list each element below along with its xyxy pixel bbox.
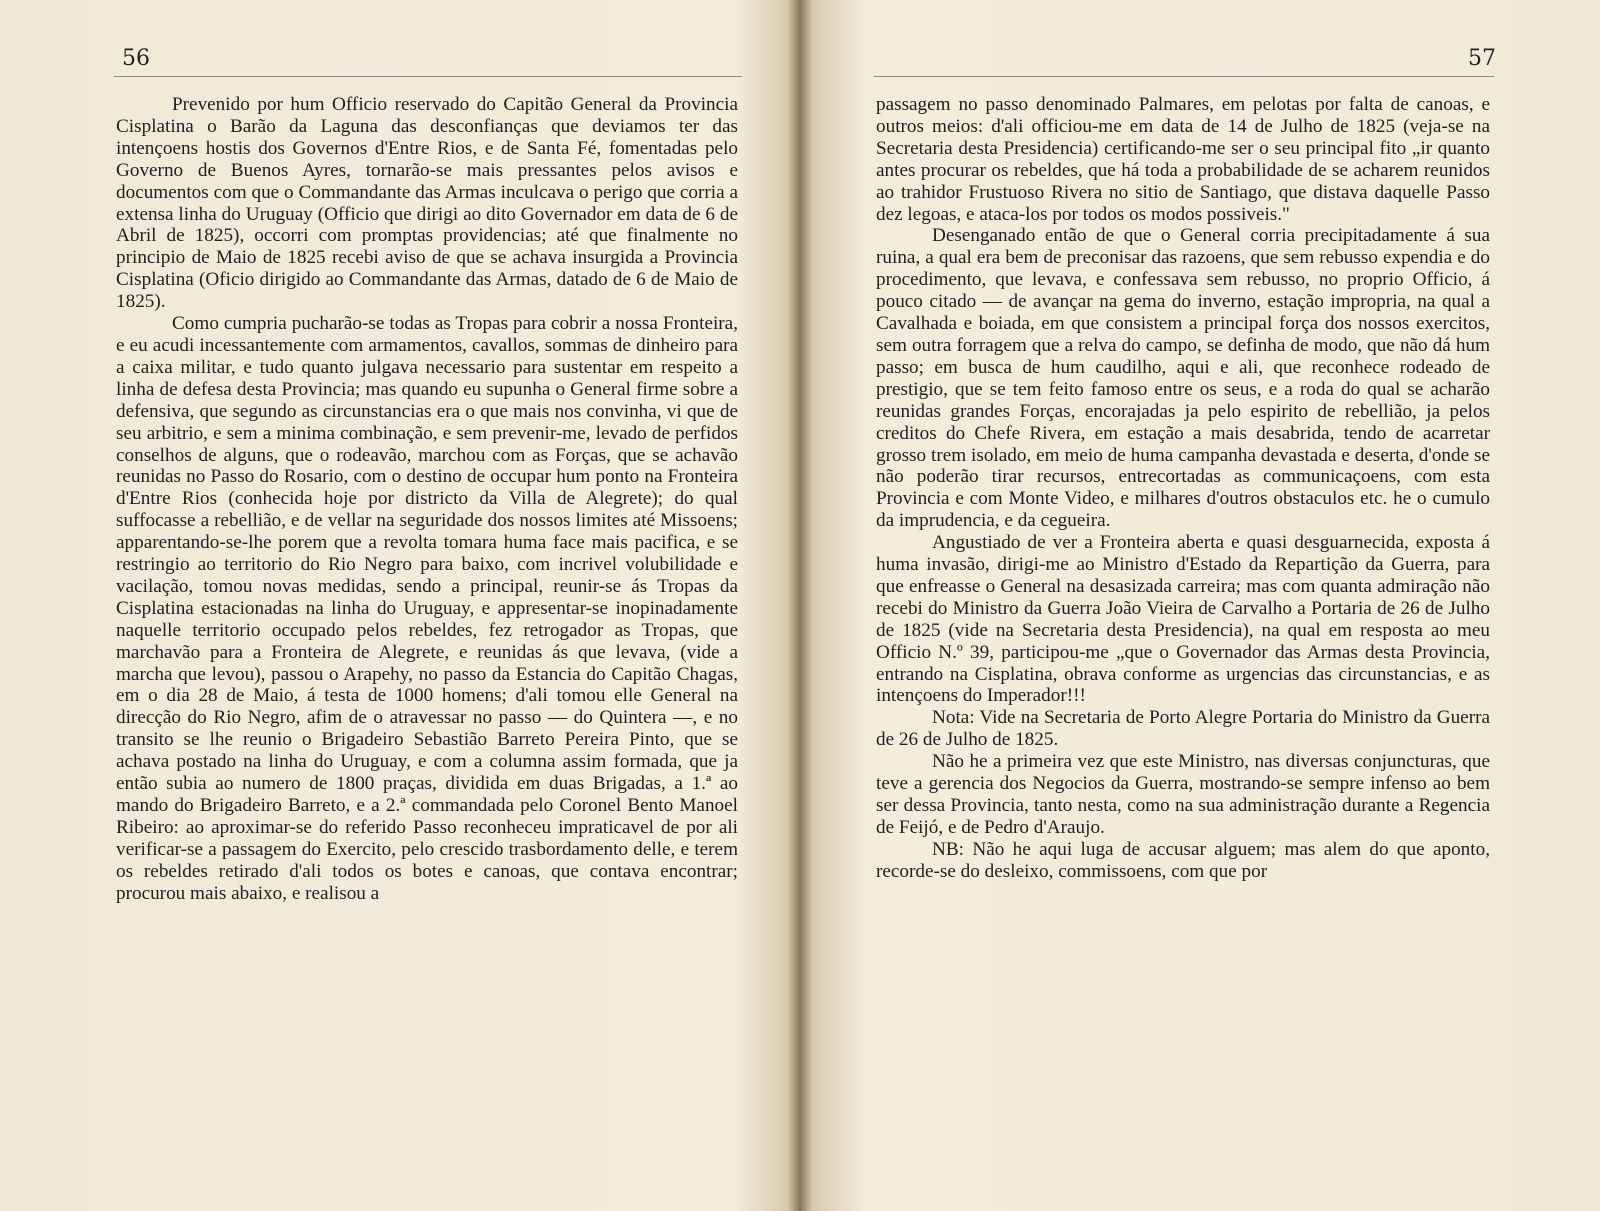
paragraph: Prevenido por hum Officio reservado do Capitão General da Provincia Cisplatina o Barão da Laguna das desconfianças que deviamos ter das intençoens hostis dos Governos d'Entre Rios, e de Santa Fé, fomentadas pelo Governo de Buenos Ayres, tornarão-se mais pressantes pelos avisos e documentos com que o Commandante das Armas inculcava o perigo que corria a extensa linha do Uruguay (Officio que dirigi ao dito Governador em data de 6 de Abril de 1825), occorri com promptas providencias; até que finalmente no principio de Maio de 1825 recebi aviso de que se achava insurgida a Provincia Cisplatina (Oficio dirigido ao Commandante das Armas, datado de 6 de Maio de 1825). bbox=[116, 94, 738, 313]
paragraph: Angustiado de ver a Fronteira aberta e quasi desguarnecida, exposta á huma invasão, dirigi-me ao Ministro d'Estado da Repartição da Guerra, para que enfreasse o General na desasizada carreira; mas com quanta admiração não recebi do Ministro da Guerra João Vieira de Carvalho a Portaria de 26 de Julho de 1825 (vide na Secretaria desta Presidencia), na qual em resposta ao meu Officio N.º 39, participou-me „que o Governador das Armas desta Provincia, entrando na Cisplatina, obrava conforme as urgencias das circunstancias, e as intençoens do Imperador!!! bbox=[876, 532, 1490, 707]
paragraph: Desenganado então de que o General corria precipitadamente á sua ruina, a qual era bem de preconisar das razoens, que sem rebusso expendia e do procedimento, que levava, e confessava sem rebusso, no proprio Officio, á pouco citado — de avançar na gema do inverno, estação impropria, na qual a Cavalhada e boiada, em que consistem a principal força dos nossos exercitos, sem outra forragem que a relva do campo, se definha de modo, que não dá hum passo; em busca de hum caudilho, aqui e ali, que reconhece rodeado de prestigio, que se tem feito famoso entre os seus, e a roda do qual se acharão reunidas grandes Forças, encorajadas ja pelo espirito de rebellião, ja pelos creditos do Chefe Rivera, em estação a mais desabrida, tendo de acarretar grosso trem isolado, em meio de huma campanha devastada e deserta, d'onde se não poderão tirar recursos, entrecortadas as communicaçoens, com esta Provincia e com Monte Video, e milhares d'outros obstaculos etc. he o cumulo da imprudencia, e da cegueira. bbox=[876, 225, 1490, 532]
paragraph: passagem no passo denominado Palmares, em pelotas por falta de canoas, e outros meios: d'ali officiou-me em data de 14 de Julho de 1825 (veja-se na Secretaria desta Presidencia) certificando-me ser o seu principal fito „ir quanto antes procurar os rebeldes, que há toda a probabilidade de se acharem reunidos ao trahidor Frustuoso Rivera no sitio de Santiago, que distava daquelle Passo dez legoas, e ataca-los por todos os modos possiveis." bbox=[876, 94, 1490, 225]
page-number: 57 bbox=[1468, 46, 1496, 71]
header-rule bbox=[874, 76, 1494, 77]
page-body bbox=[116, 94, 738, 905]
header-rule bbox=[114, 76, 742, 77]
paragraph: Nota: Vide na Secretaria de Porto Alegre Portaria do Ministro da Guerra de 26 de Julho de 1825. bbox=[876, 707, 1490, 751]
page-number: 56 bbox=[122, 46, 150, 71]
right-page bbox=[810, 0, 1600, 1211]
left-page bbox=[0, 0, 790, 1211]
paragraph: Como cumpria pucharão-se todas as Tropas para cobrir a nossa Fronteira, e eu acudi incessantemente com armamentos, cavallos, sommas de dinheiro para a caixa militar, e tudo quanto julgava necessario para sustentar em respeito a linha de defesa desta Provincia; mas quando eu supunha o General firme sobre a defensiva, que segundo as circunstancias era o que mais nos convinha, vi que de seu arbitrio, e sem a minima combinação, e sem prevenir-me, levado de perfidos conselhos de alguns, que o rodeavão, marchou com as Forças, que se achavão reunidas no Passo do Rosario, com o destino de occupar hum ponto na Fronteira d'Entre Rios (conhecida hoje por districto da Villa de Alegrete); do qual suffocasse a rebellião, e de vellar na seguridade dos nossos limites até Missoens; apparentando-se-lhe porem que a revolta tomara huma face mais pacifica, e se restringio ao territorio do Rio Negro para baixo, com incrivel volubilidade e vacilação, tomou novas medidas, sendo a principal, reunir-se ás Tropas da Cisplatina estacionadas na linha do Uruguay, e appresentar-se inopinadamente naquelle territorio occupado pelos rebeldes, fez retrogador as Tropas, que marchavão para a Fronteira de Alegrete, e reunidas ás que levava, (vide a marcha que levou), passou o Arapehy, no passo da Estancia do Capitão Chagas, em o dia 28 de Maio, á testa de 1000 homens; d'ali tomou elle General na direcção do Rio Negro, afim de o atravessar no passo — do Quintera —, e no transito se lhe reunio o Brigadeiro Sebastião Barreto Pereira Pinto, que se achava postado na linha do Uruguay, e com a columna assim formada, que ja então subia ao numero de 1800 praças, dividida em duas Brigadas, a 1.ª ao mando do Brigadeiro Barreto, e a 2.ª commandada pelo Coronel Bento Manoel Ribeiro: ao aproximar-se do referido Passo reconheceu impraticavel de por ali verificar-se a passagem do Exercito, pelo crescido trasbordamento delle, e terem os rebeldes retirado d'ali todos os botes e canoas, que contava encontrar; procurou mais abaixo, e realisou a bbox=[116, 313, 738, 904]
paragraph: Não he a primeira vez que este Ministro, nas diversas conjuncturas, que teve a gerencia dos Negocios da Guerra, mostrando-se sempre infenso ao bem ser dessa Provincia, tanto nesta, como na sua administração durante a Regencia de Feijó, e de Pedro d'Araujo. bbox=[876, 751, 1490, 838]
page-body bbox=[876, 94, 1490, 883]
paragraph: NB: Não he aqui luga de accusar alguem; mas alem do que aponto, recorde-se do desleixo, commissoens, com que por bbox=[876, 838, 1490, 882]
